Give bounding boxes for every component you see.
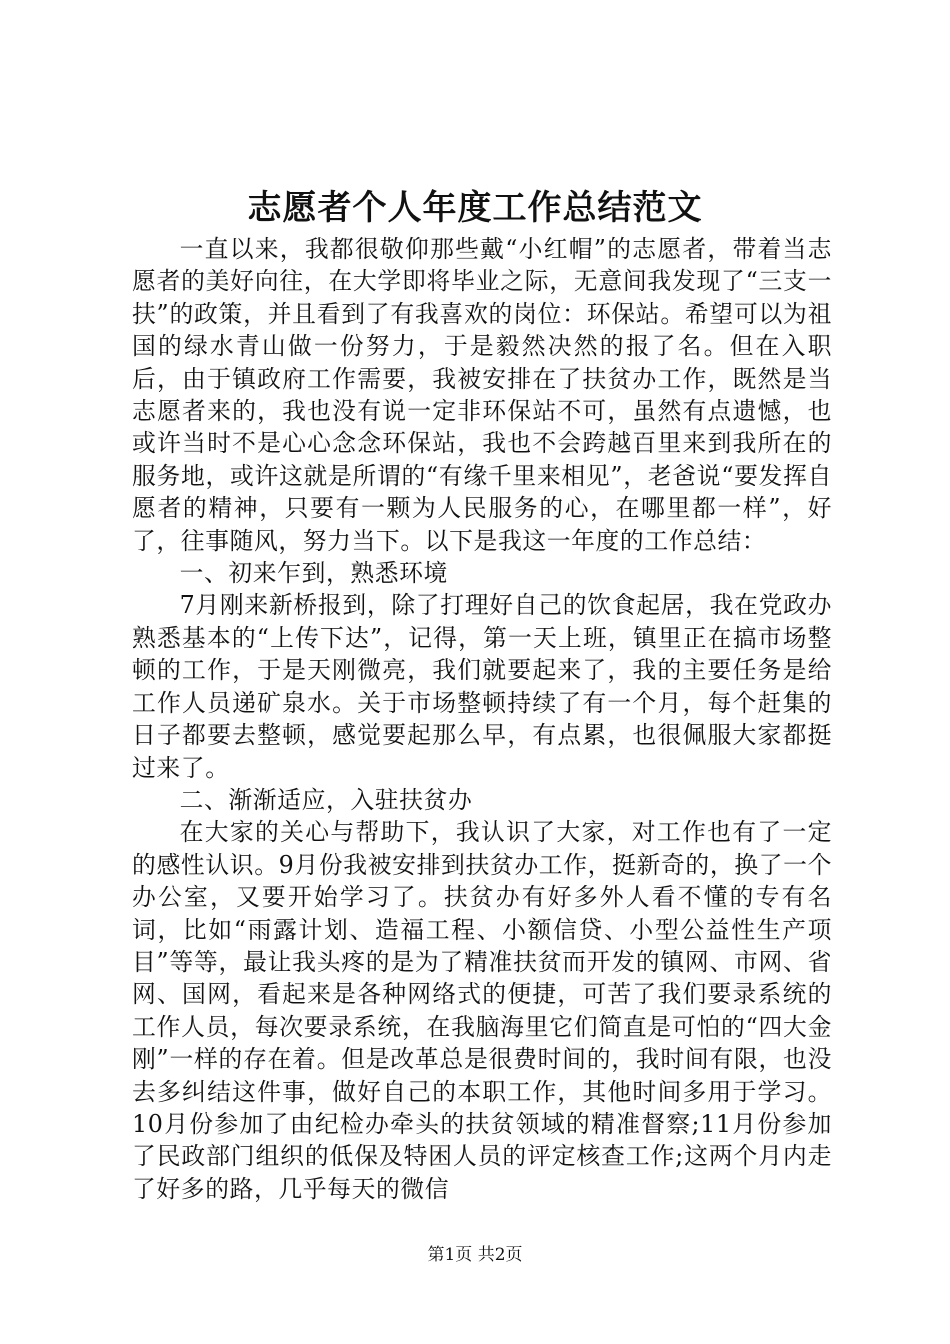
section-heading-1: 一、初来乍到，熟悉环境 — [179, 559, 448, 588]
section-heading-2: 二、渐渐适应，入驻扶贫办 — [179, 785, 473, 814]
paragraph-section-2: 在大家的关心与帮助下，我认识了大家，对工作也有了一定的感性认识。9月份我被安排到扶贫办工作，挺新奇的，换了一个办公室，又要开始学习了。扶贫办有好多外人看不懂的专有名词，比如“雨露计划、造福工程、小额信贷、小型公益性生产项目”等等，最让我头疼的是为了精准扶贫而开发的镇网、市网、省网、国网，看起来是各种网络式的便捷，可苦了我们要录系统的工作人员，每次要录系统，在我脑海里它们简直是可怕的“四大金刚”一样的存在着。但是改革总是很费时间的，我时间有限，也没去多纠结这件事，做好自己的本职工作，其他时间多用于学习。10月份参加了由纪检办牵头的扶贫领域的精准督察;11月份参加了民政部门组织的低保及特困人员的评定核查工作;这两个月内走了好多的路，几乎每天的微信 — [132, 818, 832, 1203]
paragraph-intro: 一直以来，我都很敬仰那些戴“小红帽”的志愿者，带着当志愿者的美好向往，在大学即将毕业之际，无意间我发现了“三支一扶”的政策，并且看到了有我喜欢的岗位：环保站。希望可以为祖国的绿水青山做一份努力，于是毅然决然的报了名。但在入职后，由于镇政府工作需要，我被安排在了扶贫办工作，既然是当志愿者来的，我也没有说一定非环保站不可，虽然有点遗憾，也或许当时不是心心念念环保站，我也不会跨越百里来到我所在的服务地，或许这就是所谓的“有缘千里来相见”，老爸说“要发挥自愿者的精神，只要有一颗为人民服务的心，在哪里都一样”，好了，往事随风，努力当下。以下是我这一年度的工作总结： — [132, 235, 832, 555]
page-footer: 第1页 共2页 — [427, 1245, 523, 1265]
document-title: 志愿者个人年度工作总结范文 — [247, 188, 703, 228]
paragraph-section-1: 7月刚来新桥报到，除了打理好自己的饮食起居，我在党政办熟悉基本的“上传下达”，记得，第一天上班，镇里正在搞市场整顿的工作，于是天刚微亮，我们就要起来了，我的主要任务是给工作人员递矿泉水。关于市场整顿持续了有一个月，每个赶集的日子都要去整顿，感觉要起那么早，有点累，也很佩服大家都挺过来了。 — [132, 591, 832, 782]
document-body — [132, 233, 832, 1205]
